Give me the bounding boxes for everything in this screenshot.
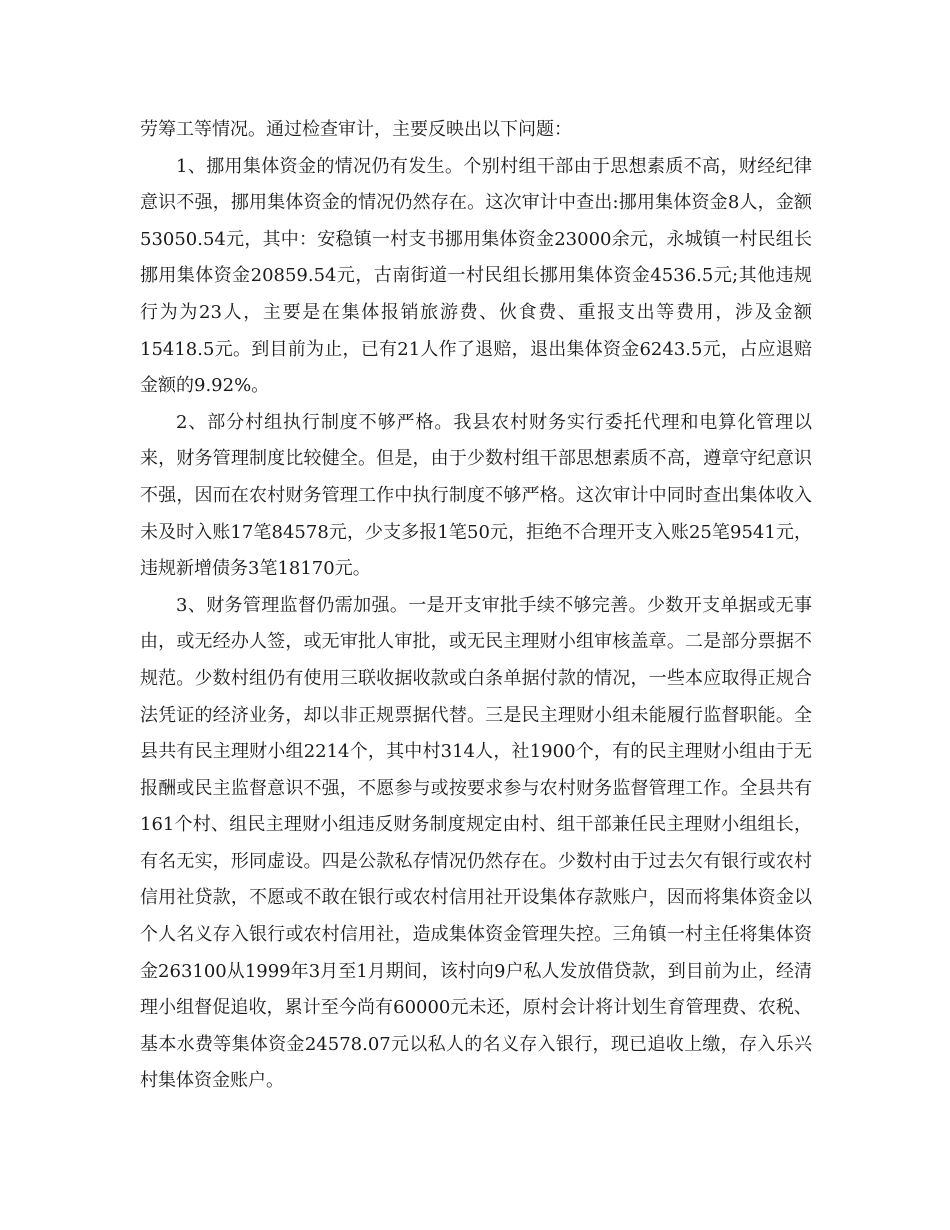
- paragraph-issue-3: 3、财务管理监督仍需加强。一是开支审批手续不够完善。少数开支单据或无事由，或无经办人签，或无审批人审批，或无民主理财小组审核盖章。二是部分票据不规范。少数村组仍有使用三联收据收款或白条单据付款的情况，一些本应取得正规合法凭证的经济业务，却以非正规票据代替。三是民主理财小组未能履行监督职能。全县共有民主理财小组2214个，其中村314人，社1900个，有的民主理财小组由于无报酬或民主监督意识不强，不愿参与或按要求参与农村财务监督管理工作。全县共有161个村、组民主理财小组违反财务制度规定由村、组干部兼任民主理财小组组长，有名无实，形同虚设。四是公款私存情况仍然存在。少数村由于过去欠有银行或农村信用社贷款，不愿或不敢在银行或农村信用社开设集体存款账户，因而将集体资金以个人名义存入银行或农村信用社，造成集体资金管理失控。三角镇一村主任将集体资金263100从1999年3月至1月期间，该村向9户私人发放借贷款，到目前为止，经清理小组督促追收，累计至今尚有60000元未还，原村会计将计划生育管理费、农税、基本水费等集体资金24578.07元以私人的名义存入银行，现已追收上缴，存入乐兴村集体资金账户。: [140, 594, 812, 1092]
- document-body: [140, 112, 812, 1100]
- paragraph-issue-2: 2、部分村组执行制度不够严格。我县农村财务实行委托代理和电算化管理以来，财务管理制度比较健全。但是，由于少数村组干部思想素质不高，遵章守纪意识不强，因而在农村财务管理工作中执行制度不够严格。这次审计中同时查出集体收入未及时入账17笔84578元，少支多报1笔50元，拒绝不合理开支入账25笔9541元，违规新增债务3笔18170元。: [140, 411, 812, 580]
- paragraph-issue-1: 1、挪用集体资金的情况仍有发生。个别村组干部由于思想素质不高，财经纪律意识不强，挪用集体资金的情况仍然存在。这次审计中查出:挪用集体资金8人，金额53050.54元，其中：安稳镇一村支书挪用集体资金23000余元，永城镇一村民组长挪用集体资金20859.54元，古南街道一村民组长挪用集体资金4536.5元;其他违规行为为23人，主要是在集体报销旅游费、伙食费、重报支出等费用，涉及金额15418.5元。到目前为止，已有21人作了退赔，退出集体资金6243.5元，占应退赔金额的9.92%。: [140, 155, 812, 397]
- paragraph-intro-continuation: 劳筹工等情况。通过检查审计，主要反映出以下问题：: [140, 119, 572, 140]
